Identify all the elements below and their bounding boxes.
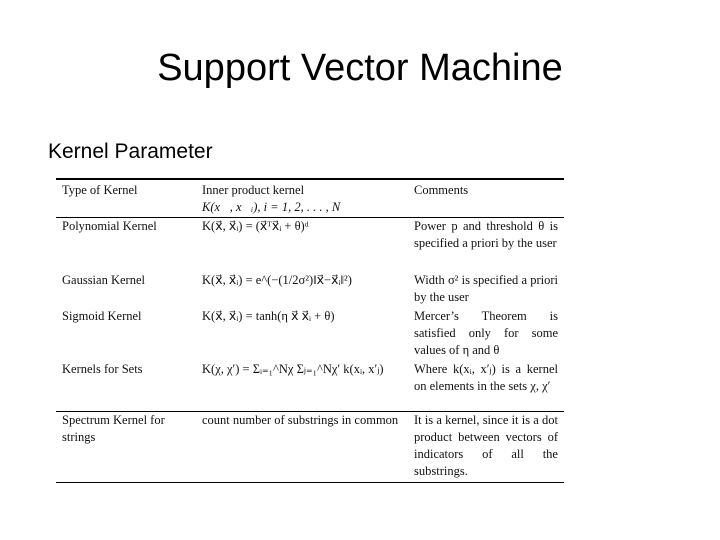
slide-subtitle: Kernel Parameter bbox=[48, 140, 213, 163]
row-type: Kernels for Sets bbox=[62, 361, 143, 376]
header-type: Type of Kernel bbox=[62, 182, 138, 197]
row-kernel: K(χ, χ′) = Σᵢ₌₁^Nχ Σⱼ₌₁^Nχ′ k(xᵢ, x′ⱼ) bbox=[202, 361, 384, 376]
header-inner-line1: Inner product kernel bbox=[202, 182, 305, 197]
row-kernel: count number of substrings in common bbox=[202, 412, 399, 427]
table-row bbox=[56, 412, 564, 482]
row-comment: Power p and threshold θ is specified a priori by the user bbox=[414, 218, 558, 250]
table-row bbox=[56, 308, 564, 361]
row-kernel: K(x⃗, x⃗ᵢ) = (x⃗ᵀx⃗ᵢ + θ)ᵈ bbox=[202, 218, 309, 233]
table-header-row bbox=[56, 180, 564, 217]
row-type: Spectrum Kernel for strings bbox=[62, 412, 165, 444]
header-inner-line2: K(x⃗, x⃗ᵢ), i = 1, 2, . . . , N bbox=[202, 199, 341, 214]
row-comment: Width σ² is specified a priori by the user bbox=[414, 272, 558, 304]
row-kernel: K(x⃗, x⃗ᵢ) = e^(−(1/2σ²)‖x⃗−x⃗ᵢ‖²) bbox=[202, 272, 352, 287]
table-bottom-rule bbox=[56, 482, 564, 484]
row-comment: It is a kernel, since it is a dot product between vectors of indicators of all the substrings. bbox=[414, 412, 558, 478]
table-row bbox=[56, 361, 564, 411]
header-inner-product bbox=[196, 182, 408, 216]
table-row bbox=[56, 272, 564, 308]
table-row bbox=[56, 218, 564, 272]
row-comment: Mercer’s Theorem is satisfied only for some values of η and θ bbox=[414, 308, 558, 357]
header-comments: Comments bbox=[414, 182, 469, 197]
row-kernel: K(x⃗, x⃗ᵢ) = tanh(η x⃗ x⃗ᵢ + θ) bbox=[202, 308, 335, 323]
row-type: Gaussian Kernel bbox=[62, 272, 145, 287]
slide-title: Support Vector Machine bbox=[157, 47, 563, 89]
row-type: Sigmoid Kernel bbox=[62, 308, 142, 323]
kernel-table bbox=[56, 178, 564, 483]
row-type: Polynomial Kernel bbox=[62, 218, 157, 233]
row-comment: Where k(xᵢ, x′ⱼ) is a kernel on elements in the sets χ, χ′ bbox=[414, 361, 558, 393]
